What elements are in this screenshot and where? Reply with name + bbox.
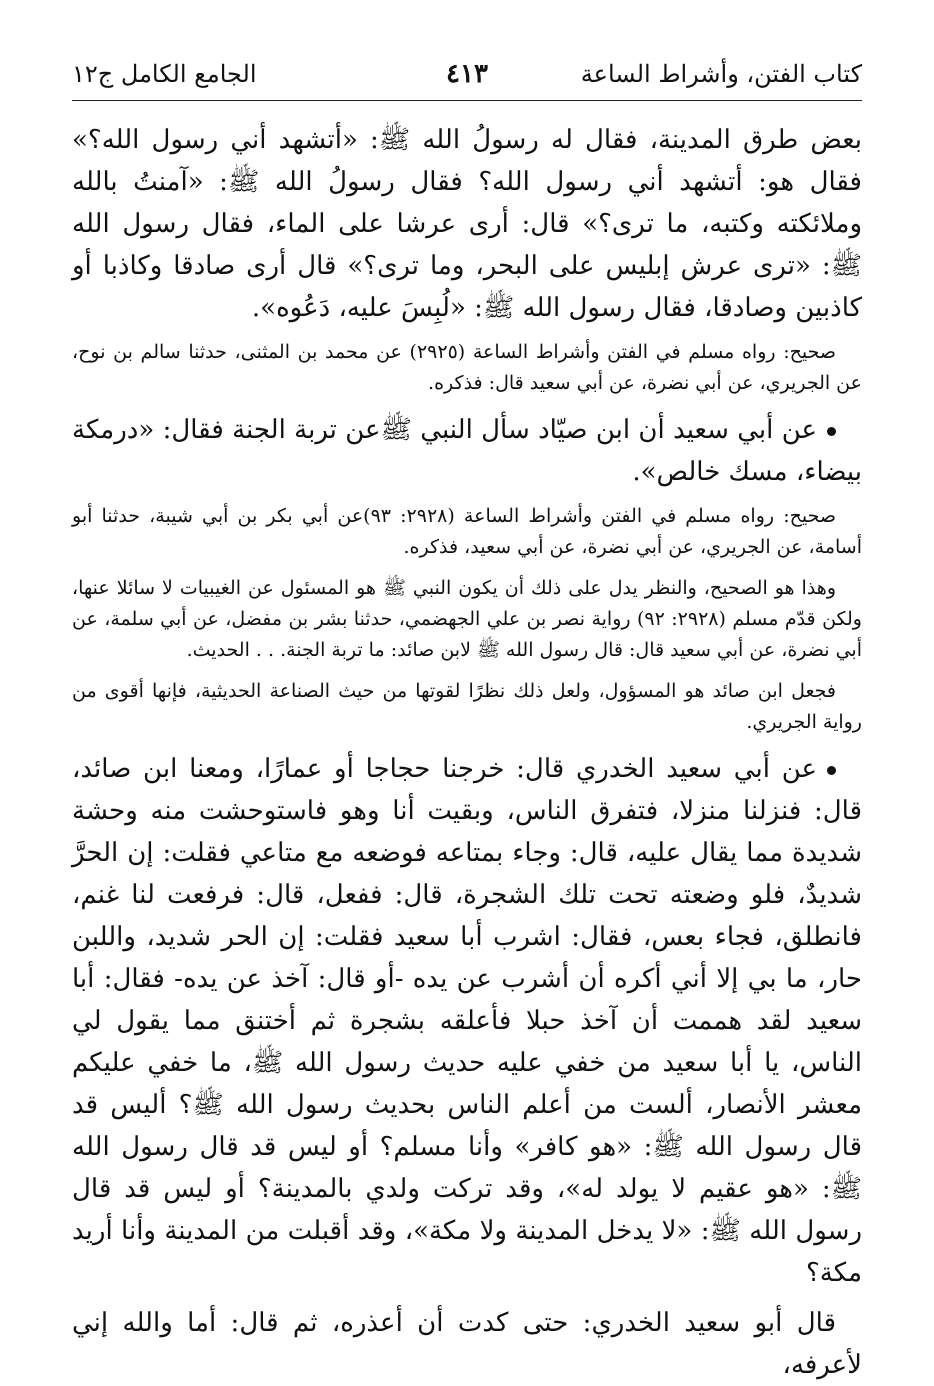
hadith-text: عن أبي سعيد أن ابن صيّاد سأل النبي ﷺعن تربة الجنة فقال: «درمكة بيضاء، مسك خالص». [72, 415, 862, 487]
hadith-ibn-saed [72, 748, 862, 1294]
takhrij-note-2: صحيح: رواه مسلم في الفتن وأشراط الساعة (٢٩٢٨: ٩٣)عن أبي بكر بن أبي شيبة، حدثنا أبو أسامة، عن الجريري، عن أبي نضرة، عن أبي سعيد، فذكره. [72, 505, 862, 558]
page-header [72, 52, 862, 96]
page-number: ٤١٣ [446, 59, 488, 89]
collection-title: الجامع الكامل ج١٢ [72, 60, 257, 88]
hadith-continuation: بعض طرق المدينة، فقال له رسولُ الله ﷺ: «أتشهد أني رسول الله؟» فقال هو: أتشهد أني رسول الله؟ فقال رسولُ الله ﷺ: «آمنتُ بالله وملائكته وكتبه، ما ترى؟» قال: أرى عرشا على الماء، فقال رسول الله ﷺ: «ترى عرش إبليس على البحر، وما ترى؟» قال أرى صادقا وكاذبا أو كاذبين وصادقا، فقال رسول الله ﷺ: «لُبِسَ عليه، دَعُوه». [72, 125, 862, 323]
hadith-tarbat-al-janna [72, 409, 862, 493]
hadith-continuation-end: قال أبو سعيد الخدري: حتى كدت أن أعذره، ثم قال: أما والله إني لأعرفه، [72, 1308, 862, 1380]
commentary-note-2: فجعل ابن صائد هو المسؤول، ولعل ذلك نظرًا لقوتها من حيث الصناعة الحديثية، فإنها أقوى من رواية الجريري. [72, 680, 862, 733]
commentary-note-1: وهذا هو الصحيح، والنظر يدل على ذلك أن يكون النبي ﷺ هو المسئول عن الغيبيات لا سائلا عنها، ولكن قدّم مسلم (٢٩٢٨: ٩٢) رواية نصر بن علي الجهضمي، حدثنا بشر بن مفضل، عن أبي سلمة، عن أبي نضرة، عن أبي سعيد قال: قال رسول الله ﷺ لابن صائد: ما تربة الجنة. . . الحديث. [72, 577, 862, 661]
bullet-icon [827, 766, 836, 775]
header-divider [72, 100, 862, 101]
bullet-icon [827, 427, 836, 436]
book-title: كتاب الفتن، وأشراط الساعة [580, 60, 862, 88]
hadith-text: عن أبي سعيد الخدري قال: خرجنا حجاجا أو عمارًا، ومعنا ابن صائد، قال: فنزلنا منزلا، فتفرق الناس، وبقيت أنا وهو فاستوحشت منه وحشة شديدة مما يقال عليه، قال: وجاء بمتاعه فوضعه مع متاعي فقلت: إن الحرَّ شديدٌ، فلو وضعته تحت تلك الشجرة، قال: ففعل، قال: فرفعت لنا غنم، فانطلق، فجاء بعس، فقال: اشرب أبا سعيد فقلت: إن الحر شديد، واللبن حار، ما بي إلا أني أكره أن أشرب عن يده -أو قال: آخذ عن يده- فقال: أبا سعيد لقد هممت أن آخذ حبلا فأعلقه بشجرة ثم أختنق مما يقول لي الناس، يا أبا سعيد من خفي عليه حديث رسول الله ﷺ، ما خفي عليكم معشر الأنصار، ألست من أعلم الناس بحديث رسول الله ﷺ؟ أليس قد قال رسول الله ﷺ: «هو كافر» وأنا مسلم؟ أو ليس قد قال رسول الله ﷺ: «هو عقيم لا يولد له»، وقد تركت ولدي بالمدينة؟ أو ليس قد قال رسول الله ﷺ: «لا يدخل المدينة ولا مكة»، وقد أقبلت من المدينة وأنا أريد مكة؟ [72, 754, 862, 1288]
takhrij-note-1: صحيح: رواه مسلم في الفتن وأشراط الساعة (٢٩٢٥) عن محمد بن المثنى، حدثنا سالم بن نوح، عن الجريري، عن أبي نضرة، عن أبي سعيد قال: فذكره. [72, 341, 862, 394]
